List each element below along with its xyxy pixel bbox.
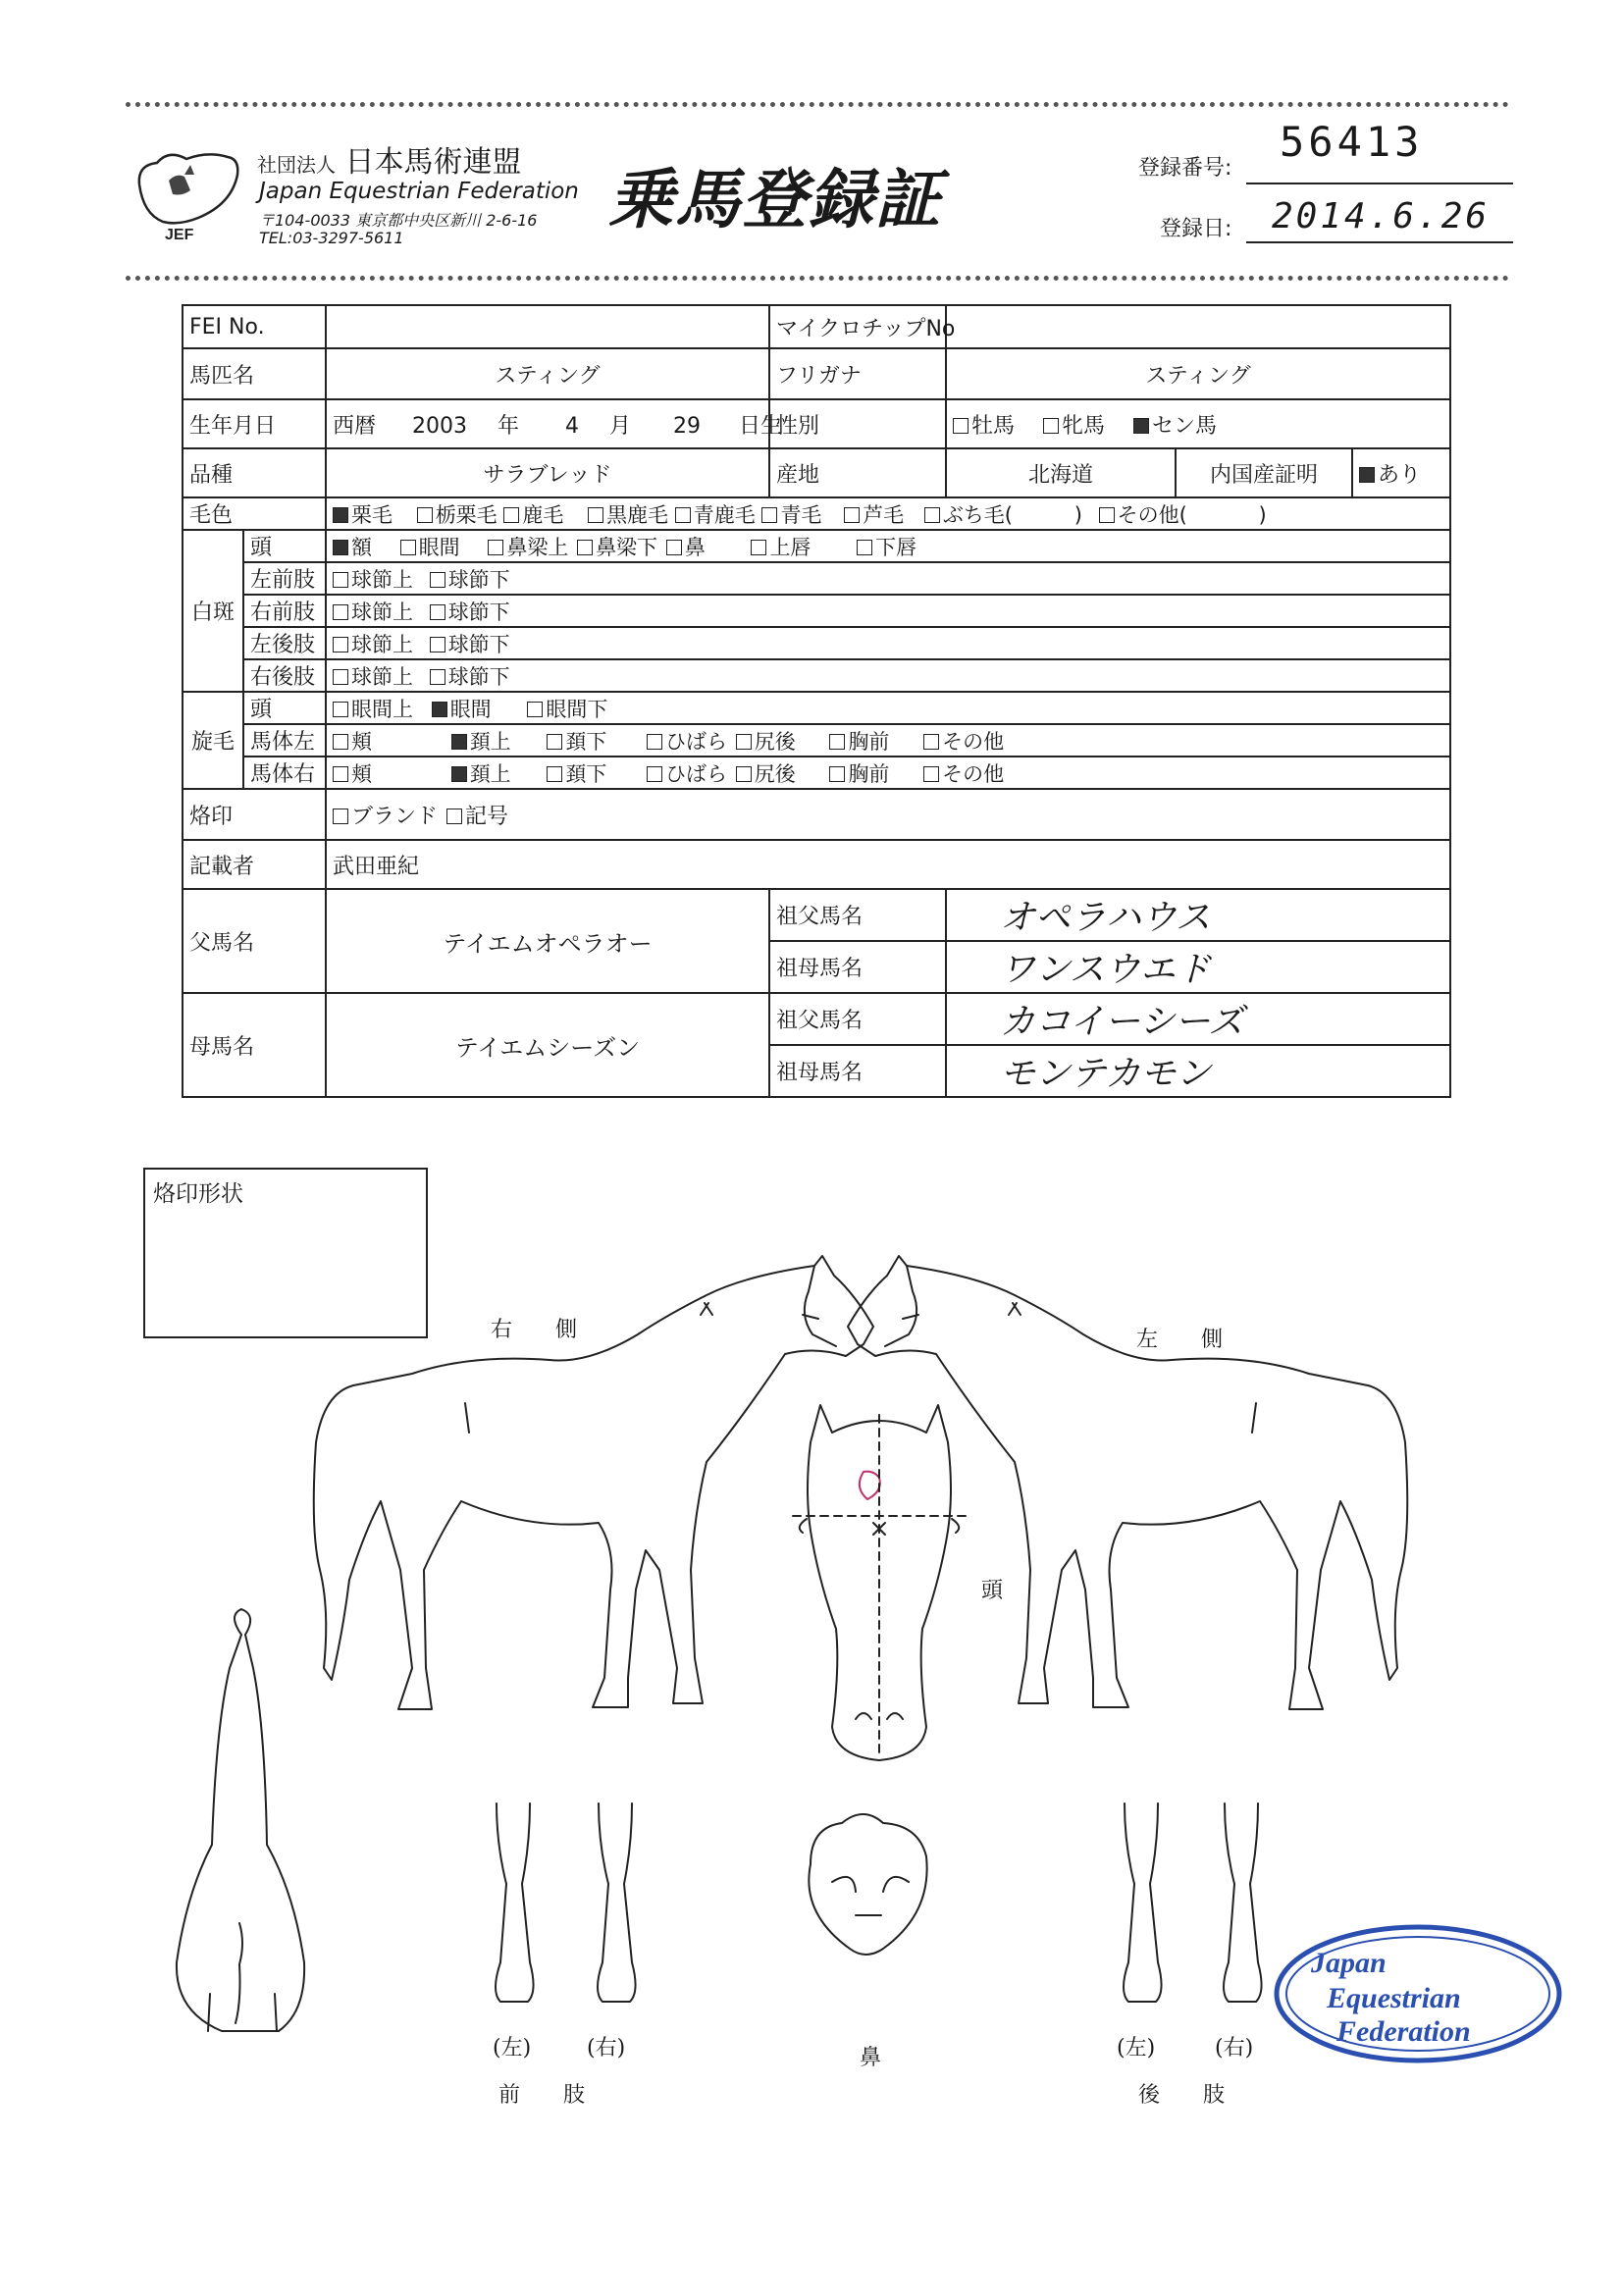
sire-grandsire-value[interactable]: オペラハウス — [946, 889, 1450, 941]
option-label: 胸前 — [848, 761, 890, 786]
option-label: 頚下 — [565, 761, 607, 786]
whorl-part: 頭 — [243, 692, 326, 724]
microchip-label: マイクロチップNo — [769, 305, 946, 348]
option-label: 眼間上 — [351, 697, 413, 721]
forelimbs-label: 前 肢 — [498, 2083, 586, 2108]
address-line: 〒104-0033 東京都中央区新川 2-6-16 — [259, 211, 538, 230]
whorl-part: 馬体左 — [243, 724, 326, 757]
breed-value[interactable]: サラブレッド — [326, 448, 769, 497]
right-side-label: 右 側 — [491, 1318, 578, 1342]
svg-text:Japan: Japan — [1311, 1947, 1387, 1979]
origin-value[interactable]: 北海道 — [946, 448, 1176, 497]
org-name-jp: 社団法人 日本馬術連盟 — [257, 145, 522, 180]
left-side-label: 左 側 — [1136, 1328, 1224, 1352]
nose-diagram — [809, 1814, 926, 1955]
horse-right-side — [314, 1256, 873, 1709]
horse-left-side — [848, 1256, 1407, 1709]
marking-part: 頭 — [243, 530, 326, 562]
recorder-value[interactable]: 武田亜紀 — [326, 840, 1450, 889]
option-label: 芦毛 — [863, 502, 905, 527]
hindlimbs-label: 後 肢 — [1138, 2083, 1226, 2108]
dob-day-unit: 日生 — [739, 413, 783, 439]
option-label: 下唇 — [875, 535, 917, 559]
coat-paren-close: ) — [1073, 502, 1082, 527]
forelimb-right-label: (右) — [587, 2036, 626, 2061]
breed-label: 品種 — [183, 448, 326, 497]
hindlimb-left-label: (左) — [1117, 2036, 1156, 2061]
option-label: 頚下 — [565, 729, 607, 754]
option-label: 栗毛 — [351, 502, 393, 527]
option-label: 鼻梁上 — [506, 535, 569, 559]
dam-granddam-value[interactable]: モンテカモン — [946, 1045, 1450, 1097]
dam-grandsire-value[interactable]: カコイーシーズ — [946, 993, 1450, 1045]
recorder-label: 記載者 — [183, 840, 326, 889]
option-label: 青鹿毛 — [693, 502, 756, 527]
horse-name-label: 馬匹名 — [183, 348, 326, 399]
option-label: 胸前 — [848, 729, 890, 754]
option-label: 上唇 — [769, 535, 812, 559]
document-title: 乗馬登録証 — [608, 161, 942, 237]
svg-text:JEF: JEF — [165, 227, 194, 243]
option-label: セン馬 — [1152, 413, 1218, 439]
sire-value[interactable]: テイエムオペラオー — [326, 889, 769, 993]
reg-date-value: 2014.6.26 — [1272, 196, 1491, 236]
option-label: 栃栗毛 — [435, 502, 497, 527]
markings-label: 白斑 — [183, 530, 243, 692]
origin-label: 産地 — [769, 448, 946, 497]
option-label: 球節上 — [351, 664, 413, 689]
fei-no-label: FEI No. — [183, 305, 326, 348]
option-label: 記号 — [465, 804, 509, 829]
option-label: 球節下 — [447, 567, 510, 592]
option-label: ひばら — [665, 761, 728, 786]
dam-value[interactable]: テイエムシーズン — [326, 993, 769, 1097]
head-label: 頭 — [981, 1579, 1004, 1603]
marking-part: 左前肢 — [243, 562, 326, 595]
dob-label: 生年月日 — [183, 399, 326, 448]
option-label: 球節下 — [447, 664, 510, 689]
furigana-value[interactable]: スティング — [946, 348, 1450, 399]
option-label: 球節上 — [351, 632, 413, 656]
org-name-en: Japan Equestrian Federation — [259, 179, 579, 204]
option-label: 青毛 — [780, 502, 822, 527]
svg-text:Federation: Federation — [1336, 2015, 1471, 2048]
option-label: 頬 — [351, 729, 372, 754]
dob-year-unit: 年 — [497, 413, 520, 439]
forelimb-left-label: (左) — [493, 2036, 532, 2061]
granddam-label: 祖母馬名 — [769, 1045, 946, 1097]
marking-part: 左後肢 — [243, 627, 326, 659]
whorl-part: 馬体右 — [243, 757, 326, 789]
whorls-label: 旋毛 — [183, 692, 243, 789]
option-label: その他 — [942, 729, 1005, 754]
domestic-cert-label: 内国産証明 — [1176, 448, 1352, 497]
hindlimbs-diagram — [1124, 1803, 1262, 2002]
tel-line: TEL:03-3297-5611 — [259, 229, 404, 247]
option-label: 頚上 — [469, 729, 511, 754]
option-label: ひばら — [665, 729, 728, 754]
marking-part: 右後肢 — [243, 659, 326, 692]
option-label: 鹿毛 — [522, 502, 564, 527]
coat-paren-close: ) — [1258, 502, 1267, 527]
option-label: ぶち毛( — [942, 502, 1014, 527]
grandsire-label: 祖父馬名 — [769, 889, 946, 941]
dob-year: 2003 — [412, 413, 468, 439]
option-label: 球節上 — [351, 600, 413, 624]
svg-text:Equestrian: Equestrian — [1327, 1982, 1461, 2014]
sex-label: 性別 — [769, 399, 946, 448]
granddam-label: 祖母馬名 — [769, 941, 946, 993]
option-label: 頬 — [351, 761, 372, 786]
option-label: その他( — [1117, 502, 1187, 527]
option-label: 球節下 — [447, 600, 510, 624]
nose-label: 鼻 — [860, 2046, 882, 2070]
option-label: 鼻梁下 — [596, 535, 658, 559]
sire-label: 父馬名 — [183, 889, 326, 993]
option-label: 眼間 — [449, 697, 492, 721]
grandsire-label: 祖父馬名 — [769, 993, 946, 1045]
hindlimb-right-label: (右) — [1215, 2036, 1254, 2061]
sire-granddam-value[interactable]: ワンスウエド — [946, 941, 1450, 993]
option-label: あり — [1378, 462, 1422, 488]
option-label: 鼻 — [684, 535, 706, 559]
reg-no-value: 56413 — [1280, 118, 1424, 166]
horse-rear-view — [177, 1609, 304, 2031]
option-label: 眼間下 — [546, 697, 608, 721]
horse-head-front — [793, 1405, 971, 1760]
option-label: 尻後 — [754, 761, 796, 786]
option-label: ブランド — [351, 804, 439, 829]
brand-label: 烙印 — [183, 789, 326, 840]
option-label: 球節上 — [351, 567, 413, 592]
forelimbs-diagram — [496, 1803, 636, 2002]
option-label: その他 — [942, 761, 1005, 786]
reg-date-label: 登録日: — [1160, 217, 1232, 241]
coat-label: 毛色 — [183, 497, 326, 530]
option-label: 球節下 — [447, 632, 510, 656]
horse-name-value[interactable]: スティング — [326, 348, 769, 399]
option-label: 額 — [351, 535, 372, 559]
option-label: 牡馬 — [971, 413, 1016, 439]
dob-era: 西暦 — [333, 413, 377, 439]
reg-no-label: 登録番号: — [1138, 156, 1232, 181]
marking-part: 右前肢 — [243, 595, 326, 627]
dob-day: 29 — [673, 413, 702, 439]
furigana-label: フリガナ — [769, 348, 946, 399]
option-label: 頚上 — [469, 761, 511, 786]
option-label: 眼間 — [418, 535, 460, 559]
option-label: 黒鹿毛 — [606, 502, 669, 527]
dob-month-unit: 月 — [609, 413, 632, 439]
option-label: 牝馬 — [1062, 413, 1106, 439]
dam-label: 母馬名 — [183, 993, 326, 1097]
dob-month: 4 — [565, 413, 580, 439]
jef-stamp — [1272, 1921, 1564, 2066]
option-label: 尻後 — [754, 729, 796, 754]
brand-shape-label: 烙印形状 — [153, 1181, 243, 1207]
